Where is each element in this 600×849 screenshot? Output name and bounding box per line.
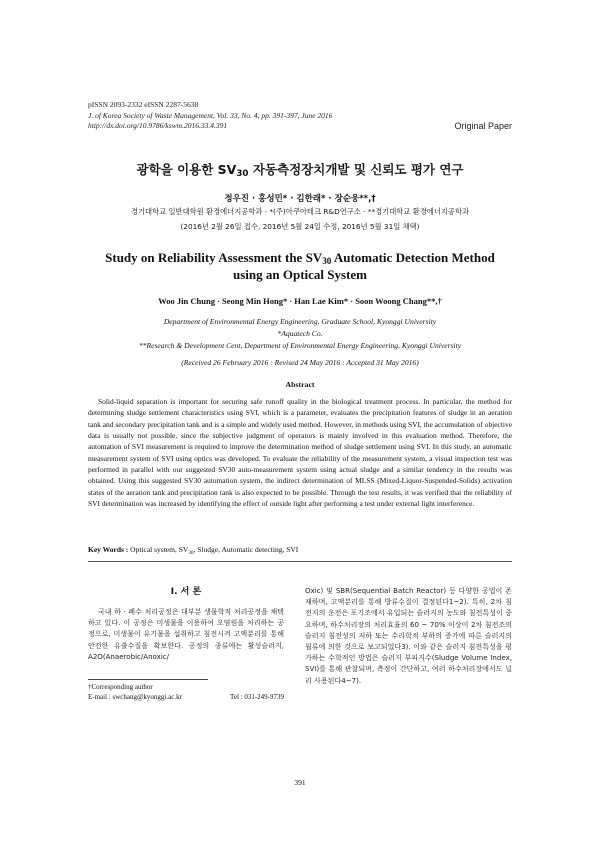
journal-meta — [88, 100, 332, 132]
abstract-text: Solid-liquid separation is important for securing safe runoff quality in the biological treatment process. In particular, the method for determining sludge settlement characteristics using SVI, which is a parameter, evaluates the precipitation features of sludge in an aeration tank and secondary precipitation tank and is a simple and widely used method. However, in methods using SVI, the accumulation of objective data is usually not possible, since the subjective judgment of operators is mainly involved in this evaluation method. Therefore, the automation of SVI measurement is required to improve the determination method of sludge settlement using SVI. In this study, an automatic measurement system of SVI using optics was developed. To evaluate the reliability of the measurement system, a visual inspection test was performed in parallel with our suggested SV30 auto-measurement system using actual sludge and a similar tendency in the results was obtained. Using this suggested SV30 automation system, the indirect determination of MLSS (Mixed-Liquor-Suspended-Solids) activation states of the aeration tank and precipitation tank is also expected to be possible. Through the test results, it was verified that the reliability of SVI determination was increased by identifying the effect of outside light after performing a test under external light interference. — [88, 397, 512, 509]
footnote-email[interactable]: E-mail : swchang@kyonggi.ac.kr — [88, 693, 182, 701]
issn-line: pISSN 2093-2332 eISSN 2287-5638 — [88, 100, 199, 109]
english-title: Study on Reliability Assessment the $SV_{30}$ Automatic Detection Method using an Optical System — [105, 250, 495, 282]
korean-affiliations: 경기대학교 일반대학원 환경에너지공학과 · *(주)아쿠아테크 R&D연구소 · **경기대학교 환경에너지공학과 — [130, 207, 470, 216]
article-type: Original Paper — [454, 121, 512, 131]
keywords: Key Words : Optical system, $SV_{30}$, Sludge, Automatic detecting, SVI — [88, 545, 299, 556]
page-number: 391 — [294, 778, 306, 787]
footnote-rule — [88, 679, 208, 680]
intro-right-column: Oxic) 및 SBR(Sequential Batch Reactor) 등 다양한 공법이 존재하며, 고액분리를 통해 방류수질이 결정된다1~2). 특히, 2차 침전지의 운전은 포기조에서 유입되는 슬러지의 농도와 침전특성이 중요하며, 하수처리장의 처리효율의 60 ~ 70% 이상이 2차 침전조의 슬러지 침전성의 저하 또는 수리학적 부하의 증가에 따른 슬러지의 월류에 의한 것으로 보고되었다3). 이와 같은 슬러지 침전특성을 평가하는 수학적인 방법은 슬러지 부피지수(Sludge Volume Index, SVI)를 통해 관찰되며, 측정이 간단하고, 여러 하수처리장에서도 널리 사용된다4~7). — [305, 586, 512, 685]
footnote-tel: Tel : 031-249-9739 — [230, 693, 284, 701]
english-dates: (Received 26 February 2016 : Revised 24 May 2016 : Accepted 31 May 2016) — [181, 358, 419, 367]
korean-title: 광학을 이용한 $SV_{30}$ 자동측정장치개발 및 신뢰도 평가 연구 — [136, 162, 464, 179]
intro-left-column: 국내 하 · 폐수 처리공정은 대부분 생물학적 처리공정을 채택하고 있다. 이 공정은 미생물을 이용하여 오염원을 처리하는 공정으로, 미생물이 유기물을 섭취하고 침전시켜 고액분리를 통해 안전한 유출수질을 확보한다. 공정의 종류에는 활성슬러지, A2O(Anaerobic/Anoxic/ — [88, 607, 284, 661]
english-affiliations: Department of Environmental Energy Engineering, Graduate School, Kyonggi University *Aquatech Co. **Research & Development Cent, Department of Environmental Energy Engineering, Kyonggi University — [138, 317, 462, 350]
doi-link[interactable]: http://dx.doi.org/10.9786/kswm.2016.33.4.391 — [88, 121, 228, 130]
korean-authors: 정우진 · 홍성민* · 김한래* · 장순웅**,† — [224, 194, 376, 204]
citation-line: J. of Korea Society of Waste Management, Vol. 33, No. 4, pp. 391-397, June 2016 — [88, 110, 333, 120]
section-heading: I. 서 론 — [170, 587, 202, 597]
english-authors: Woo Jin Chung · Seong Min Hong* · Han Lae Kim* · Soon Woong Chang**,† — [158, 296, 442, 306]
korean-dates: (2016년 2월 26일 접수, 2016년 5월 24일 수정, 2016년 5월 31일 채택) — [180, 222, 420, 231]
footnote: †Corresponding author E-mail : swchang@kyonggi.ac.kr Tel : 031-249-9739 — [88, 683, 284, 701]
abstract-heading: Abstract — [285, 380, 315, 389]
divider — [88, 561, 512, 562]
